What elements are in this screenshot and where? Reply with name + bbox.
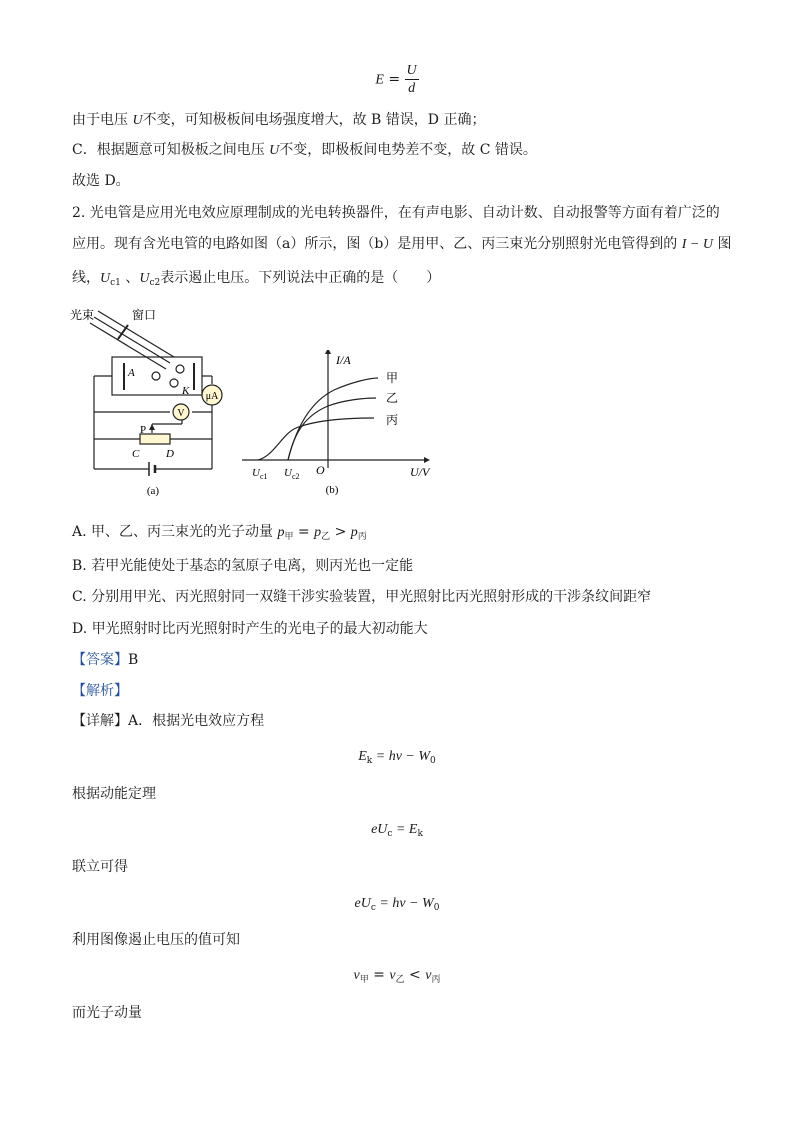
y-axis-label: I/A: [336, 353, 351, 367]
analysis-tag: 【解析】: [72, 683, 128, 699]
label-C: C: [132, 448, 140, 460]
text-kinetic-theorem: 根据动能定理: [72, 786, 156, 802]
caption-b: (b): [325, 484, 339, 496]
label-P: P: [140, 424, 147, 436]
answer-line: [72, 650, 138, 670]
paragraph-1: 由于电压 U不变，可知极板间电场强度增大，故 B 错误，D 正确；: [72, 112, 486, 128]
uc1-label: $U_{c1}$: [252, 467, 268, 481]
answer-tag: 【答案】: [72, 652, 128, 668]
label-D: D: [166, 448, 174, 460]
figure-a-circuit: [70, 305, 240, 500]
curve-label-yi: 乙: [386, 391, 399, 405]
equation-frequency: $\nu_甲 = \nu_乙 < \nu_丙$: [353, 967, 441, 985]
circuit-diagram: [70, 305, 240, 500]
option-C: C. 分别用甲光、丙光照射同一双缝干涉实验装置，甲光照射比丙光照射形成的干涉条纹间距窄: [72, 589, 652, 605]
label-V: V: [177, 408, 185, 419]
option-B: B. 若甲光能使处于基态的氢原子电离，则丙光也一定能: [72, 558, 414, 574]
option-A: A. 甲、乙、丙三束光的光子动量 $p_甲 = p_乙 > p_丙$: [72, 524, 367, 542]
text-use-graph: 利用图像遏止电压的值可知: [72, 932, 240, 948]
curve-label-bing: 丙: [386, 413, 399, 427]
eq-fraction: [405, 62, 419, 97]
question-line-1: 2. 光电管是应用光电效应原理制成的光电转换器件，在有声电影、自动计数、自动报警等方面有着广泛的: [72, 205, 720, 221]
question-line-2: 应用。现有含光电管的电路如图（a）所示，图（b）是用甲、乙、丙三束光分别照射光电管得到的 I − U 图: [72, 236, 732, 252]
paragraph-3: 故选 D。: [72, 173, 130, 189]
caption-a: (a): [146, 485, 160, 497]
curve-label-jia: 甲: [386, 371, 399, 385]
option-D: D. 甲光照射时比丙光照射时产生的光电子的最大初动能大: [72, 621, 428, 637]
answer-value: B: [128, 652, 139, 668]
equation-photoelectric: $E_k = h\nu - W_0$: [358, 749, 436, 766]
eq-sign: =: [388, 71, 401, 88]
iu-graph: [238, 350, 438, 498]
label-window: 窗口: [132, 308, 157, 322]
equation-combined: $eU_c = h\nu - W_0$: [354, 896, 440, 913]
label-uA: μA: [205, 391, 219, 402]
text-combine: 联立可得: [72, 859, 128, 875]
curve-yi: [288, 398, 376, 460]
eq-numerator: U: [406, 63, 417, 78]
eq-lhs: E: [375, 72, 384, 88]
paragraph-2: C．根据题意可知极板之间电压 U不变，即极板间电势差不变，故 C 错误。: [72, 142, 537, 158]
x-axis-label: U/V: [410, 465, 430, 479]
eq-denominator: d: [408, 81, 416, 96]
uc2-label: $U_{c2}$: [284, 467, 300, 481]
equation-kinetic: $eU_c = E_k$: [371, 822, 423, 839]
figure-b-iu-graph: [238, 350, 438, 498]
question-line-3: 线，$U_{c1}$ 、$U_{c2}$表示遏止电压。下列说法中正确的是（ ）: [72, 270, 441, 288]
detail-line: 【详解】A．根据光电效应方程: [72, 713, 265, 729]
equation-electric-field: [0, 62, 794, 97]
origin-label: O: [316, 463, 325, 477]
curve-bing: [258, 418, 374, 460]
label-beam: 光束: [70, 308, 95, 322]
curve-jia: [288, 378, 378, 460]
label-A: A: [128, 367, 135, 379]
label-K: K: [182, 385, 190, 397]
text-momentum: 而光子动量: [72, 1005, 142, 1021]
